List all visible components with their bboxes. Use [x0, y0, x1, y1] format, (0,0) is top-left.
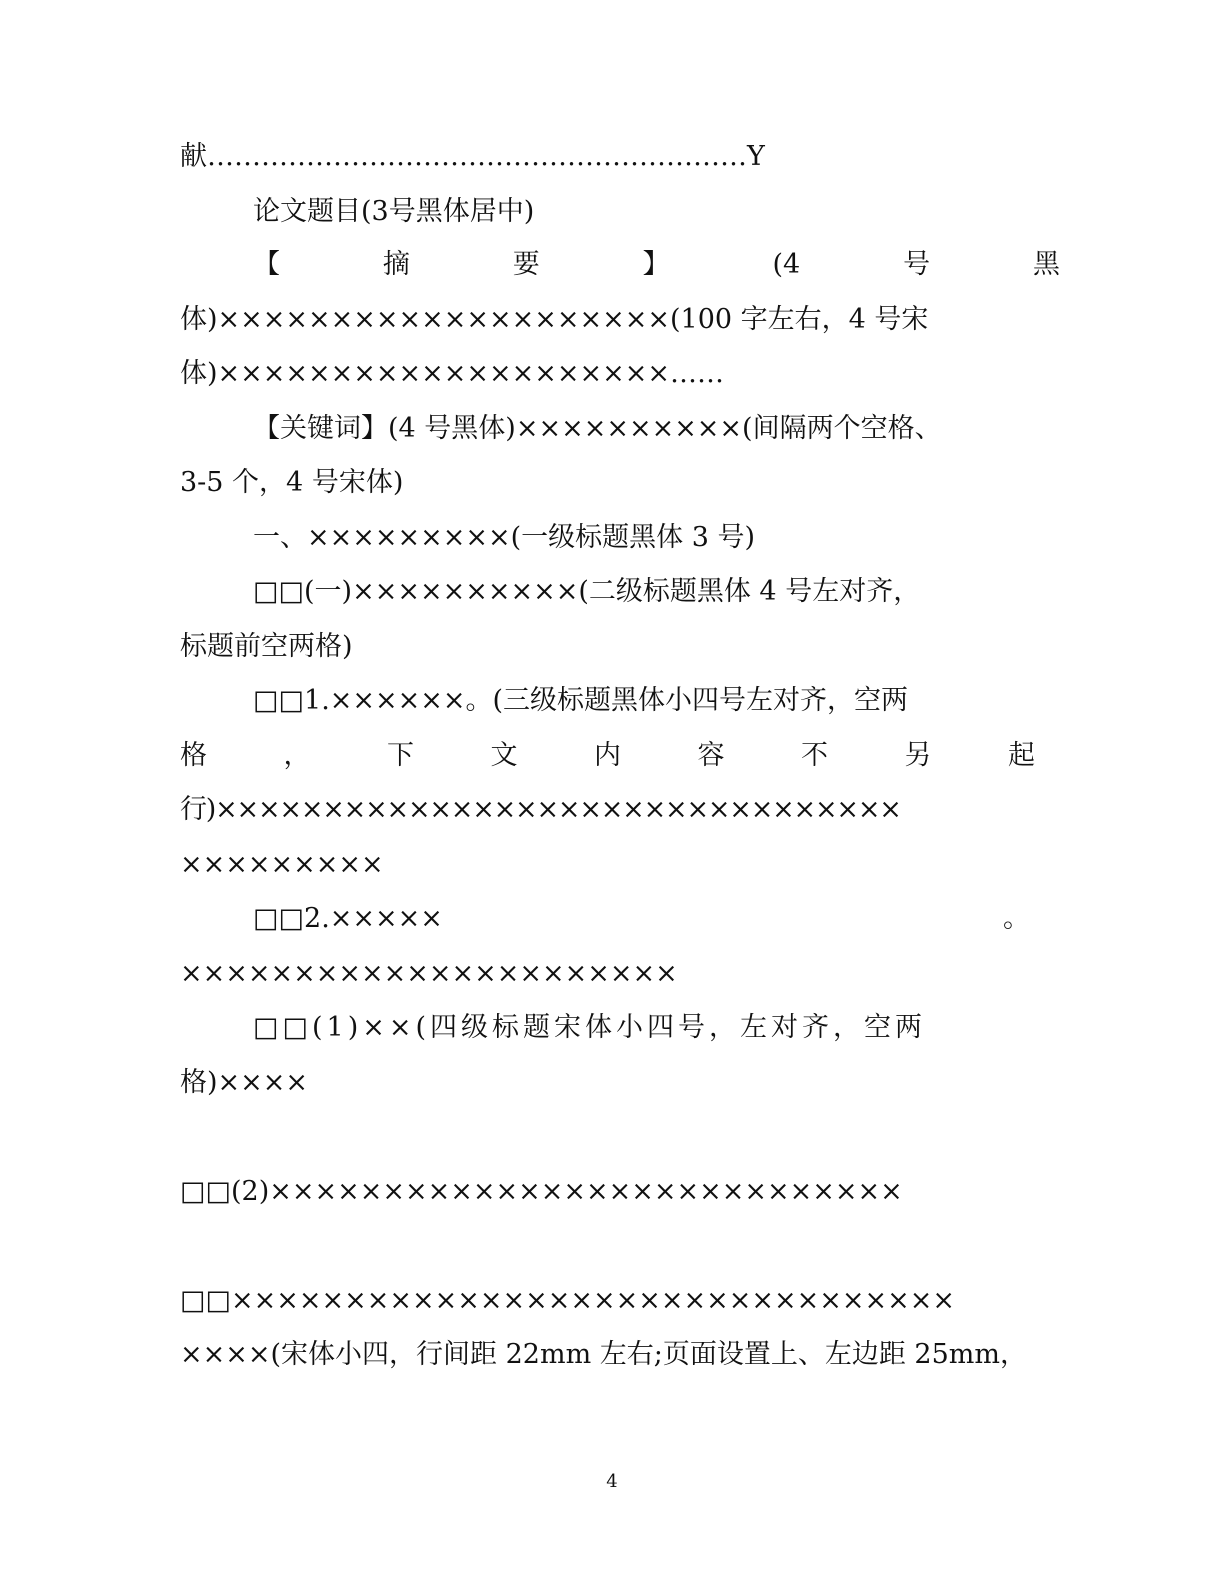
toc-last-line: 献……………………………………………………Y — [180, 141, 765, 172]
font-note-1: (4 — [772, 249, 801, 280]
abstract-body-line-2: 体)××××××××××××××××××××…… — [180, 358, 724, 389]
bracket-open: 【 — [253, 249, 280, 280]
font-note-3: 黑 — [1032, 249, 1060, 280]
item2-text: □□2.××××× — [253, 903, 443, 934]
char: 不 — [801, 740, 828, 771]
item2-body: ×××××××××××××××××××××× — [180, 958, 678, 989]
abstract-heading-line — [253, 248, 1060, 282]
keywords-line-1: 【关键词】(4 号黑体)××××××××××(间隔两个空格、 — [253, 413, 942, 444]
font-note-2: 号 — [903, 249, 931, 280]
page-number: 4 — [606, 1471, 618, 1492]
char: 内 — [594, 740, 621, 771]
body-text-line-2: ××××(宋体小四，行间距 22mm 左右;页面设置上、左边距 25mm， — [180, 1339, 1027, 1370]
char: 格 — [180, 740, 207, 771]
char: 下 — [387, 740, 414, 771]
level2-heading-line-1: □□(一)××××××××××(二级标题黑体 4 号左对齐， — [253, 576, 921, 607]
level4-heading-line-1: □□(1)××(四级标题宋体小四号，左对齐，空两 — [253, 1012, 927, 1043]
char: 起 — [1008, 740, 1035, 771]
keywords-line-2: 3-5 个，4 号宋体) — [180, 467, 404, 498]
char: 另 — [904, 740, 932, 771]
level3-heading-line-2 — [180, 739, 1035, 773]
abstract-char-1: 摘 — [382, 249, 410, 280]
char: 文 — [490, 740, 518, 771]
char: 容 — [697, 740, 725, 771]
level2-heading-line-2: 标题前空两格) — [180, 631, 353, 662]
level4-heading-line-2: 格)×××× — [180, 1067, 309, 1098]
level1-heading: 一、×××××××××(一级标题黑体 3 号) — [253, 522, 756, 553]
abstract-char-2: 要 — [512, 249, 540, 280]
item2-period: 。 — [1003, 903, 1030, 934]
bracket-close: 】 — [642, 249, 670, 280]
item2-line — [253, 902, 1060, 936]
abstract-body-line-1: 体)××××××××××××××××××××(100 字左右，4 号宋 — [180, 304, 929, 335]
level3-heading-line-1: □□1.××××××。(三级标题黑体小四号左对齐，空两 — [253, 685, 909, 716]
level3-body-line-2: ××××××××× — [180, 849, 384, 880]
body-text-line-1: □□×××××××××××××××××××××××××××××××× — [180, 1285, 955, 1316]
item-2-paren-line: □□(2)×××××××××××××××××××××××××××× — [180, 1176, 903, 1207]
paper-title-instruction: 论文题目(3号黑体居中) — [253, 196, 535, 227]
level3-body-line-1: 行)×××××××××××××××××××××××××××××××× — [180, 794, 901, 825]
char: ， — [283, 740, 311, 771]
